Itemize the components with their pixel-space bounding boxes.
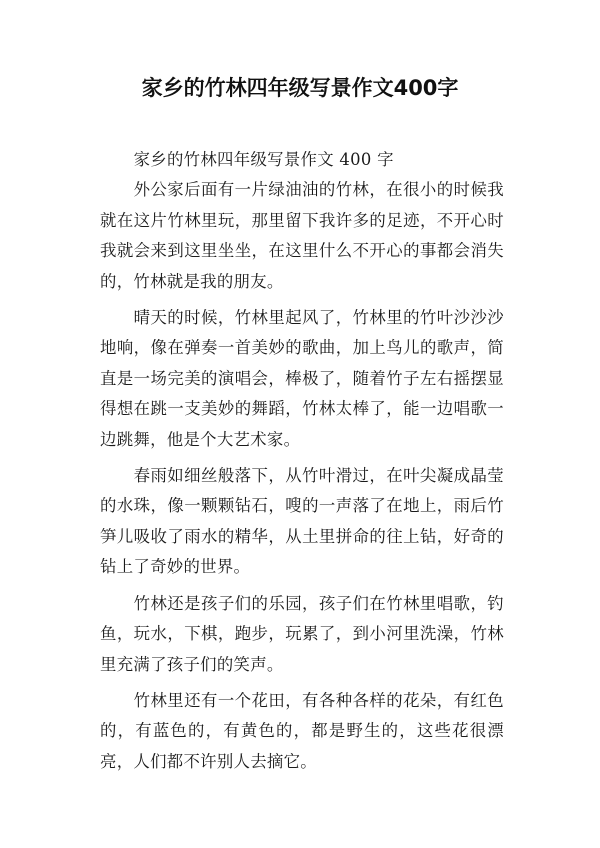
paragraph-4: 竹林还是孩子们的乐园，孩子们在竹林里唱歌，钓鱼，玩水，下棋，跑步，玩累了，到小河里洗澡，竹林里充满了孩子们的笑声。	[100, 593, 504, 674]
page-title: 家乡的竹林四年级写景作文400字	[141, 76, 459, 100]
article-subtitle: 家乡的竹林四年级写景作文 400 字	[133, 150, 394, 169]
paragraph-3: 春雨如细丝般落下，从竹叶滑过，在叶尖凝成晶莹的水珠，像一颗颗钻石，嗖的一声落了在地上，雨后竹笋儿吸收了雨水的精华，从土里拼命的往上钻，好奇的钻上了奇妙的世界。	[100, 466, 504, 577]
article-body	[100, 145, 504, 783]
paragraph-5: 竹林里还有一个花田，有各种各样的花朵，有红色的，有蓝色的，有黄色的，都是野生的，这些花很漂亮，人们都不许别人去摘它。	[100, 690, 504, 771]
paragraph-2: 晴天的时候，竹林里起风了，竹林里的竹叶沙沙沙地响，像在弹奏一首美妙的歌曲，加上鸟儿的歌声，简直是一场完美的演唱会，棒极了，随着竹子左右摇摆显得想在跳一支美妙的舞蹈，竹林太棒了，能一边唱歌一边跳舞，他是个大艺术家。	[100, 308, 504, 449]
paragraph-1: 外公家后面有一片绿油油的竹林，在很小的时候我就在这片竹林里玩，那里留下我许多的足迹，不开心时我就会来到这里坐坐，在这里什么不开心的事都会消失的，竹林就是我的朋友。	[100, 180, 504, 291]
